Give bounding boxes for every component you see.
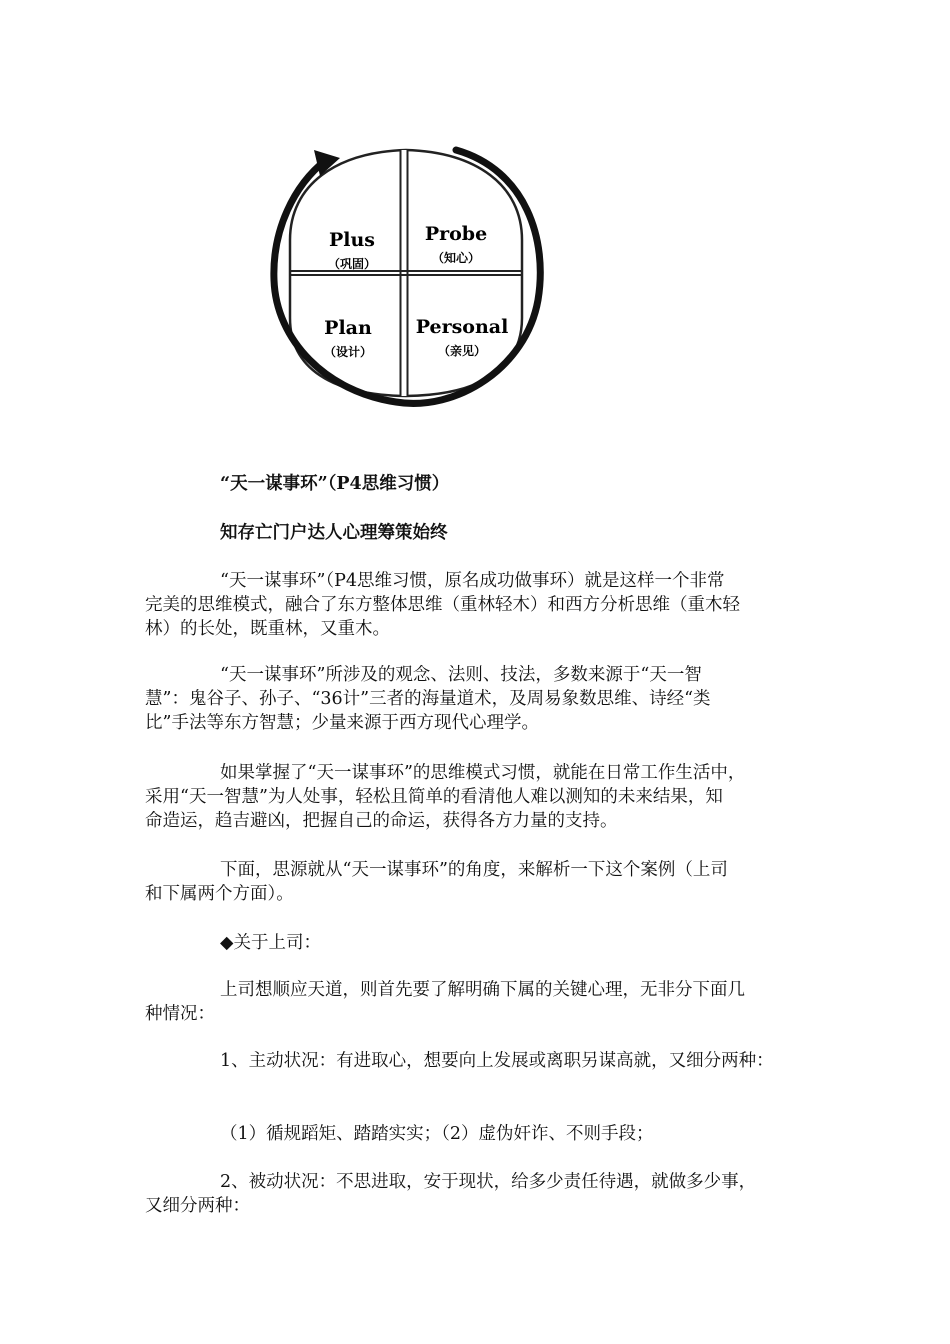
p4-line1: 下面，思源就从“天一谋事环”的角度，来解析一下这个案例（上司 [220, 860, 728, 880]
p1-line1: “天一谋事环”（P4思维习惯，原名成功做事环）就是这样一个非常 [220, 571, 725, 591]
p4-line2: 和下属两个方面）。 [145, 884, 294, 904]
p2-line1: “天一谋事环”所涉及的观念、法则、技法，多数来源于“天一智 [220, 665, 702, 685]
p1-line3: 林）的长处，既重林，又重木。 [145, 619, 390, 639]
quadrant-plan [324, 317, 372, 359]
p3-line1: 如果掌握了“天一谋事环”的思维模式习惯，就能在日常工作生活中， [220, 763, 746, 783]
doc-title: “天一谋事环”（P4思维习惯） [220, 474, 450, 494]
quadrant-label: Plus [328, 229, 376, 251]
p3-line2: 采用“天一智慧”为人处事，轻松且简单的看清他人难以测知的未来结果，知 [145, 787, 723, 807]
quadrant-label: Personal [415, 316, 509, 338]
p9-line1: 2、被动状况：不思进取，安于现状，给多少责任待遇，就做多少事， [220, 1172, 757, 1192]
p3-line3: 命造运，趋吉避凶，把握自己的命运，获得各方力量的支持。 [145, 811, 618, 831]
quadrant-sublabel: （知心） [431, 251, 481, 265]
quadrant-label: Probe [424, 223, 488, 245]
p6-line2: 种情况： [145, 1004, 215, 1024]
p4-cycle-diagram [256, 140, 556, 420]
quadrant-sublabel: （巩固） [327, 257, 377, 271]
p8-line1: （1）循规蹈矩、踏踏实实；（2）虚伪奸诈、不则手段； [220, 1124, 654, 1144]
p1-line2: 完美的思维模式，融合了东方整体思维（重林轻木）和西方分析思维（重木轻 [145, 595, 740, 615]
quadrant-label: Plan [324, 317, 372, 339]
p2-line2: 慧”：鬼谷子、孙子、“36计”三者的海量道术，及周易象数思维、诗经“类 [145, 689, 711, 709]
section-heading-boss: ◆关于上司： [220, 933, 321, 953]
p7-line1: 1、主动状况：有进取心，想要向上发展或离职另谋高就，又细分两种： [220, 1051, 774, 1071]
quadrant-sublabel: （设计） [323, 345, 373, 359]
doc-subtitle: 知存亡门户达人心理筹策始终 [220, 523, 448, 543]
quadrant-sublabel: （亲见） [437, 344, 487, 358]
quadrant-plus [328, 229, 376, 271]
p2-line3: 比”手法等东方智慧；少量来源于西方现代心理学。 [145, 713, 539, 733]
p9-line2: 又细分两种： [145, 1196, 250, 1216]
quadrant-probe [425, 223, 487, 265]
quadrant-personal [416, 316, 509, 358]
p6-line1: 上司想顺应天道，则首先要了解明确下属的关键心理，无非分下面几 [220, 980, 745, 1000]
